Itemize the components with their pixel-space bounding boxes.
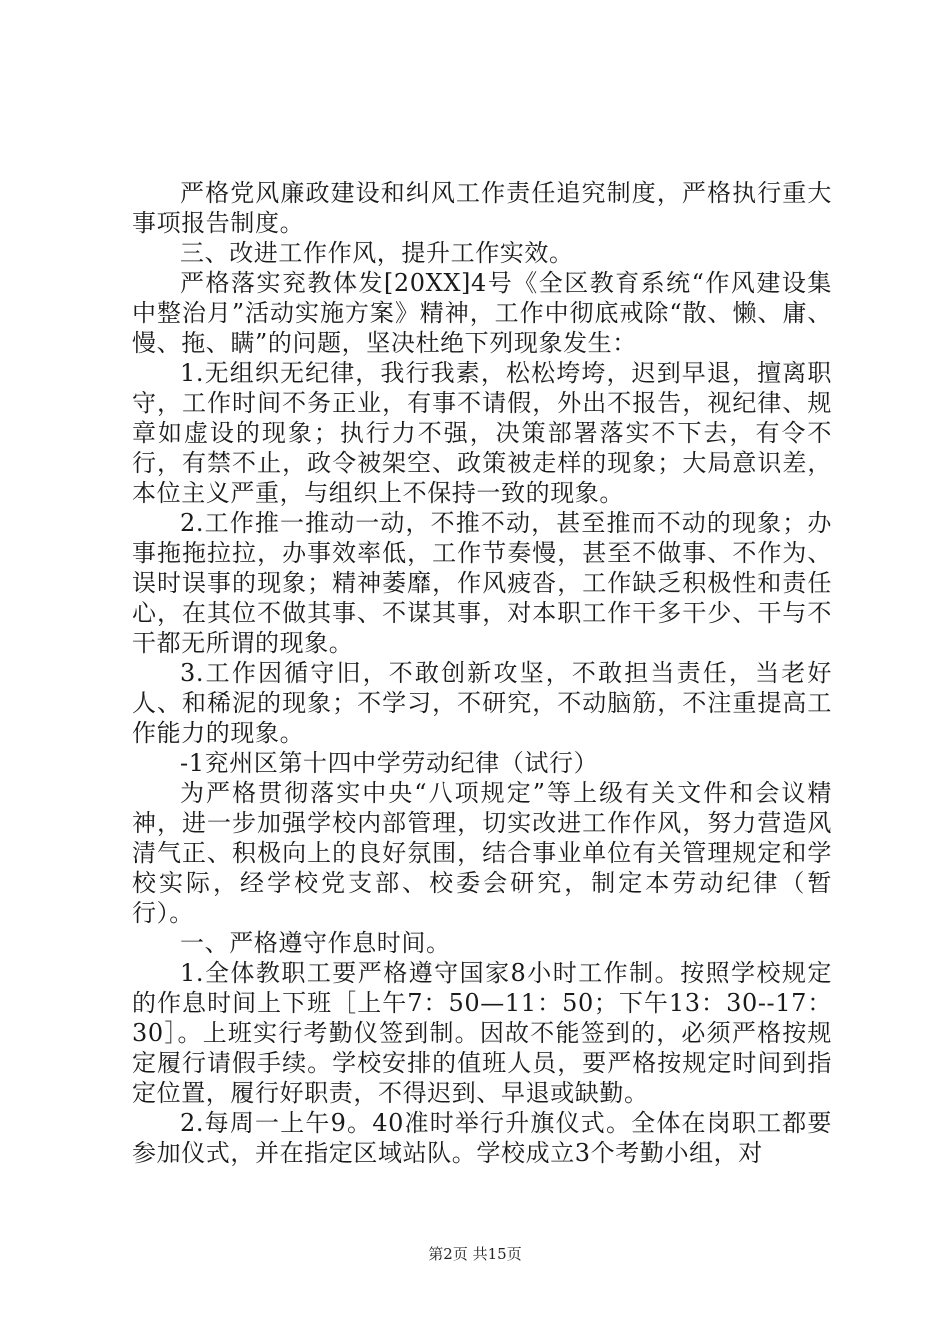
paragraph-intro: 为严格贯彻落实中央“八项规定”等上级有关文件和会议精神，进一步加强学校内部管理，切实改进工作作风，努力营造风清气正、积极向上的良好氛围，结合事业单位有关管理规定和学校实际，经学校党支部、校委会研究，制定本劳动纪律（暂行）。 bbox=[132, 779, 832, 927]
page-number-footer: 第2页 共15页 bbox=[428, 1245, 522, 1263]
list-item-3: 3.工作因循守旧，不敢创新攻坚，不敢担当责任，当老好人、和稀泥的现象；不学习，不研究，不动脑筋，不注重提高工作能力的现象。 bbox=[132, 659, 832, 747]
section-heading-3: 三、改进工作作风，提升工作实效。 bbox=[180, 239, 574, 267]
list-item-1: 1.无组织无纪律，我行我素，松松垮垮，迟到早退，擅离职守，工作时间不务正业，有事不请假，外出不报告，视纪律、规章如虚设的现象；执行力不强，决策部署落实不下去，有令不行，有禁不止，政令被架空、政策被走样的现象；大局意识差，本位主义严重，与组织上不保持一致的现象。 bbox=[132, 359, 832, 507]
paragraph-1: 严格党风廉政建设和纠风工作责任追究制度，严格执行重大事项报告制度。 bbox=[132, 179, 832, 237]
section-heading-1: 一、严格遵守作息时间。 bbox=[180, 929, 451, 957]
document-title-labor-discipline: -1兖州区第十四中学劳动纪律（试行） bbox=[180, 749, 599, 777]
list-item-2: 2.工作推一推动一动，不推不动，甚至推而不动的现象；办事拖拖拉拉，办事效率低，工作节奏慢，甚至不做事、不作为、误时误事的现象；精神萎靡，作风疲沓，工作缺乏积极性和责任心，在其位不做其事、不谋其事，对本职工作干多干少、干与不干都无所谓的现象。 bbox=[132, 509, 832, 657]
paragraph-2: 严格落实兖教体发[20XX]4号《全区教育系统“作风建设集中整治月”活动实施方案》精神，工作中彻底戒除“散、懒、庸、慢、拖、瞒”的问题，坚决杜绝下列现象发生： bbox=[132, 269, 832, 357]
list-item-flag-ceremony: 2.每周一上午9。40准时举行升旗仪式。全体在岗职工都要参加仪式，并在指定区域站队。学校成立3个考勤小组，对 bbox=[132, 1109, 832, 1167]
document-body bbox=[132, 178, 832, 1168]
list-item-work-hours: 1.全体教职工要严格遵守国家8小时工作制。按照学校规定的作息时间上下班［上午7：50—11：50；下午13：30--17：30］。上班实行考勤仪签到制。因故不能签到的，必须严格按规定履行请假手续。学校安排的值班人员，要严格按规定时间到指定位置，履行好职责，不得迟到、早退或缺勤。 bbox=[132, 959, 832, 1107]
